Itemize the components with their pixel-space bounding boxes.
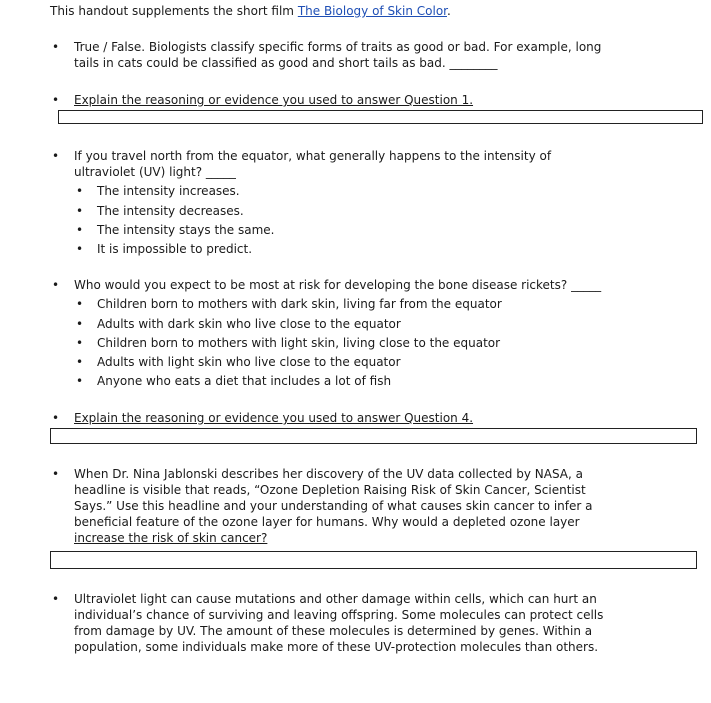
- q3-option-4: It is impossible to predict.: [97, 242, 253, 256]
- intro-text: This handout supplements the short film The Biology of Skin Color.: [50, 4, 451, 18]
- sub-bullet: [76, 184, 83, 198]
- q1-line2: tails in cats could be classified as good and short tails as bad. ________: [74, 56, 498, 70]
- q2-prompt: Explain the reasoning or evidence you used to answer Question 1.: [74, 93, 474, 107]
- q6-line3: Says.” Use this headline and your understanding of what causes skin cancer to infer a: [74, 499, 593, 513]
- q5-prompt: Explain the reasoning or evidence you used to answer Question 4.: [74, 411, 474, 425]
- film-link[interactable]: The Biology of Skin Color: [297, 4, 447, 18]
- bullet: [52, 93, 62, 107]
- bullet: [52, 592, 62, 606]
- q4-option-4: Adults with light skin who live close to the equator: [97, 355, 401, 369]
- sub-bullet: [76, 374, 83, 388]
- p7-line3: from damage by UV. The amount of these molecules is determined by genes. Within a: [74, 624, 593, 638]
- p7-line2: individual’s chance of surviving and leaving offspring. Some molecules can protect cells: [74, 608, 604, 622]
- q6-line5: increase the risk of skin cancer?: [74, 531, 268, 545]
- p7-line4: population, some individuals make more of these UV-protection molecules than others.: [74, 640, 599, 654]
- q6-answer-box[interactable]: [50, 551, 697, 569]
- q3-line2: ultraviolet (UV) light? _____: [74, 165, 236, 179]
- bullet: [52, 467, 62, 481]
- q3-option-2: The intensity decreases.: [97, 204, 244, 218]
- bullet: [52, 149, 62, 163]
- q5-answer-box[interactable]: [50, 428, 697, 444]
- bullet: [52, 40, 62, 54]
- q4-option-1: Children born to mothers with dark skin, living far from the equator: [97, 297, 502, 311]
- q4-option-5: Anyone who eats a diet that includes a lot of fish: [97, 374, 392, 388]
- q3-line1: If you travel north from the equator, what generally happens to the intensity of: [74, 149, 552, 163]
- q4-option-3: Children born to mothers with light skin, living close to the equator: [97, 336, 501, 350]
- bullet: [52, 411, 62, 425]
- q6-line4: beneficial feature of the ozone layer for humans. Why would a depleted ozone layer: [74, 515, 580, 529]
- q3-option-1: The intensity increases.: [97, 184, 240, 198]
- sub-bullet: [76, 336, 83, 350]
- sub-bullet: [76, 355, 83, 369]
- q4-option-2: Adults with dark skin who live close to the equator: [97, 317, 401, 331]
- sub-bullet: [76, 204, 83, 218]
- q3-option-3: The intensity stays the same.: [97, 223, 275, 237]
- sub-bullet: [76, 223, 83, 237]
- q4-prompt: Who would you expect to be most at risk for developing the bone disease rickets? _____: [74, 278, 602, 292]
- q2-answer-box[interactable]: [58, 110, 703, 124]
- q6-line1: When Dr. Nina Jablonski describes her discovery of the UV data collected by NASA, a: [74, 467, 583, 481]
- sub-bullet: [76, 242, 83, 256]
- q1-line1: True / False. Biologists classify specific forms of traits as good or bad. For example, long: [74, 40, 602, 54]
- q6-line2: headline is visible that reads, “Ozone Depletion Raising Risk of Skin Cancer, Scientist: [74, 483, 586, 497]
- p7-line1: Ultraviolet light can cause mutations and other damage within cells, which can hurt an: [74, 592, 597, 606]
- sub-bullet: [76, 297, 83, 311]
- sub-bullet: [76, 317, 83, 331]
- bullet: [52, 278, 62, 292]
